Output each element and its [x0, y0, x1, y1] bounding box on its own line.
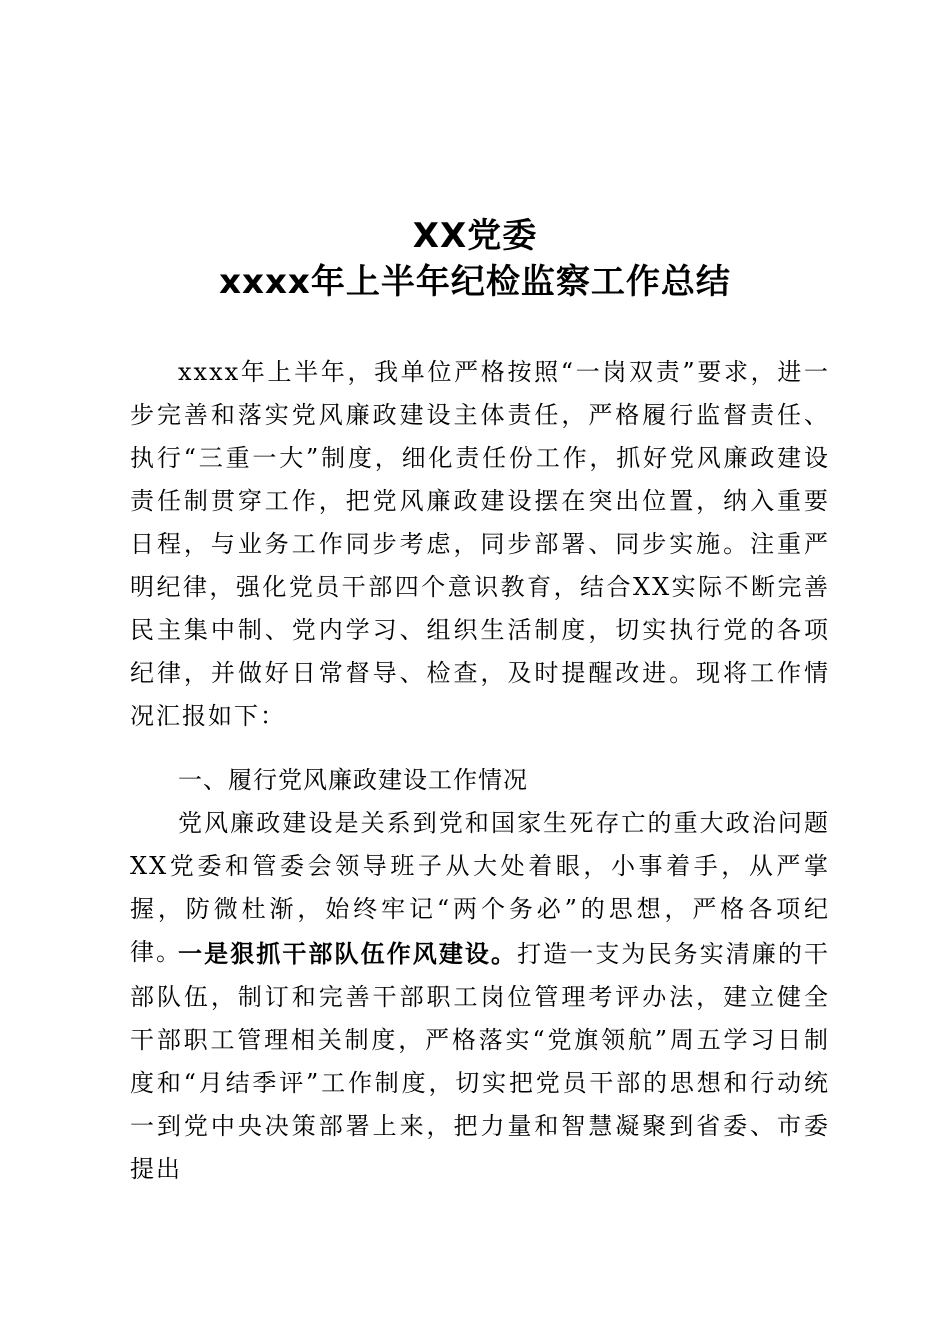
document-title-line-1: XX党委 — [412, 216, 538, 256]
section-1-paragraph: 党风廉政建设是关系到党和国家生死存亡的重大政治问题XX党委和管委会领导班子从大处着眼，小事着手，从严掌握，防微杜渐，始终牢记“两个务必”的思想，严格各项纪律。 — [130, 809, 830, 966]
section-heading-1: 一、履行党风廉政建设工作情况 — [178, 766, 528, 794]
point-1-text: 打造一支为民务实清廉的干部队伍，制订和完善干部职工岗位管理考评办法，建立健全干部职工管理相关制度，严格落实“党旗领航”周五学习日制度和“月结季评”工作制度，切实把党员干部的思想和行动统一到党中央决策部署上来，把力量和智慧凝聚到省委、市委提出 — [130, 940, 831, 1183]
intro-paragraph: xxxx年上半年，我单位严格按照“一岗双责”要求，进一步完善和落实党风廉政建设主体责任，严格履行监督责任、执行“三重一大”制度，细化责任份工作，抓好党风廉政建设责任制贯穿工作，把党风廉政建设摆在突出位置，纳入重要日程，与业务工作同步考虑，同步部署、同步实施。注重严明纪律，强化党员干部四个意识教育，结合XX实际不断完善民主集中制、党内学习、组织生活制度，切实执行党的各项纪律，并做好日常督导、检查，及时提醒改进。现将工作情况汇报如下： — [130, 358, 830, 730]
document-title-line-2: xxxx年上半年纪检监察工作总结 — [219, 262, 731, 302]
section-1-point-1-paragraph — [130, 932, 830, 1191]
point-1-lead: 一是狠抓干部队伍作风建设。 — [178, 939, 518, 968]
